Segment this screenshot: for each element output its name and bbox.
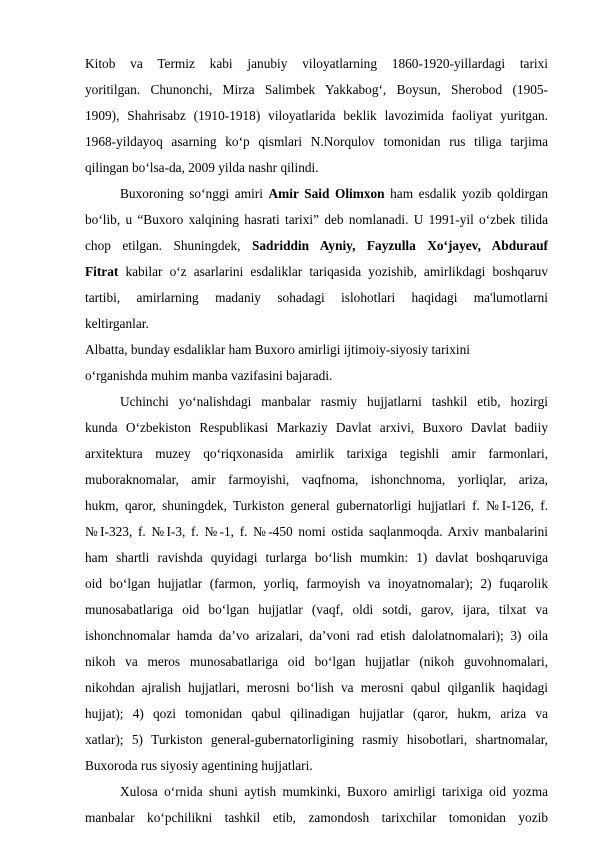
text-line: Buxoroda rus siyosiy agentining hujjatlari. bbox=[85, 758, 313, 773]
text-line: keltirganlar. bbox=[85, 316, 149, 331]
text-line: №I-323, f. №I-3, f. №-1, f. №-450 nomi ostida saqlanmoqda. Arxiv manbalarini bbox=[85, 524, 548, 539]
text-line: tartibi, amirlarning madaniy sohadagi islohotlari haqidagi ma'lumotlarni bbox=[85, 290, 548, 305]
text-line: ham shartli ravishda quyidagi turlarga bo‘lish mumkin: 1) davlat boshqaruviga bbox=[85, 550, 548, 565]
text-line: hujjat); 4) qozi tomonidan qabul qilinadigan hujjatlar (qaror, hukm, ariza va bbox=[85, 706, 548, 721]
text-line: bo‘lib, u “Buxoro xalqining hasrati tarixi” deb nomlanadi. U 1991-yil o‘zbek tilida bbox=[85, 212, 548, 227]
text-line: qilingan bo‘lsa-da, 2009 yilda nashr qilindi. bbox=[85, 160, 319, 175]
text-line: munosabatlariga oid bo‘lgan hujjatlar (vaqf, oldi sotdi, garov, ijara, tilxat va bbox=[85, 602, 548, 617]
text-line: hukm, qaror, shuningdek, Turkiston general gubernatorligi hujjatlari f. №I-126, f. bbox=[85, 498, 548, 513]
text-line: manbalar ko‘pchilikni tashkil etib, zamondosh tarixchilar tomonidan yozib bbox=[85, 810, 548, 825]
text-line: 1909), Shahrisabz (1910-1918) viloyatlarida beklik lavozimida faoliyat yuritgan. bbox=[85, 108, 548, 123]
text-line: arxitektura muzey qo‘riqxonasida amirlik tarixiga tegishli amir farmonlari, bbox=[85, 446, 548, 461]
text-line: nikohdan ajralish hujjatlari, merosni bo‘lish va merosni qabul qilganlik haqidagi bbox=[85, 680, 548, 695]
text-line: Albatta, bunday esdaliklar ham Buxoro amirligi ijtimoiy-siyosiy tarixini bbox=[85, 342, 470, 357]
text-line: muboraknomalar, amir farmoyishi, vaqfnoma, ishonchnoma, yorliqlar, ariza, bbox=[85, 472, 548, 487]
text-line: xatlar); 5) Turkiston general-gubernatorligining rasmiy hisobotlari, shartnomalar, bbox=[85, 732, 548, 747]
text-line: kunda O‘zbekiston Respublikasi Markaziy Davlat arxivi, Buxoro Davlat badiiy bbox=[85, 420, 548, 435]
text-line: Kitob va Termiz kabi janubiy viloyatlarning 1860-1920-yillardagi tarixi bbox=[85, 56, 548, 71]
text-line: Xulosa o‘rnida shuni aytish mumkinki, Buxoro amirligi tarixiga oid yozma bbox=[120, 784, 548, 799]
bold-name: Sadriddin Ayniy, Fayzulla Xo‘jayev, Abdurauf bbox=[251, 238, 548, 253]
text-line: o‘rganishda muhim manba vazifasini bajaradi. bbox=[85, 368, 333, 383]
text-line: yoritilgan. Chunonchi, Mirza Salimbek Yakkabog‘, Boysun, Sherobod (1905- bbox=[85, 82, 548, 97]
bold-name: Amir Said Olimxon bbox=[268, 186, 385, 201]
text-line: Fitrat kabilar o‘z asarlarini esdaliklar tariqasida yozishib, amirlikdagi boshqaruv bbox=[85, 264, 548, 279]
text-line: 1968-yildayoq asarning ko‘p qismlari N.Norqulov tomonidan rus tiliga tarjima bbox=[85, 134, 548, 149]
text-line: ishonchnomalar hamda da’vo arizalari, da’voni rad etish dalolatnomalari); 3) oila bbox=[85, 628, 548, 643]
text-line: nikoh va meros munosabatlariga oid bo‘lgan hujjatlar (nikoh guvohnomalari, bbox=[85, 654, 548, 669]
text-line: Uchinchi yo‘nalishdagi manbalar rasmiy hujjatlarni tashkil etib, hozirgi bbox=[120, 394, 548, 409]
text-line: oid bo‘lgan hujjatlar (farmon, yorliq, farmoyish va inoyatnomalar); 2) fuqarolik bbox=[85, 576, 548, 591]
text-line: chop etilgan. Shuningdek, Sadriddin Ayniy, Fayzulla Xo‘jayev, Abdurauf bbox=[85, 238, 548, 253]
text-line: Buxoroning so‘nggi amiri Amir Said Olimxon ham esdalik yozib qoldirgan bbox=[120, 186, 549, 201]
bold-name: Fitrat bbox=[85, 264, 119, 279]
